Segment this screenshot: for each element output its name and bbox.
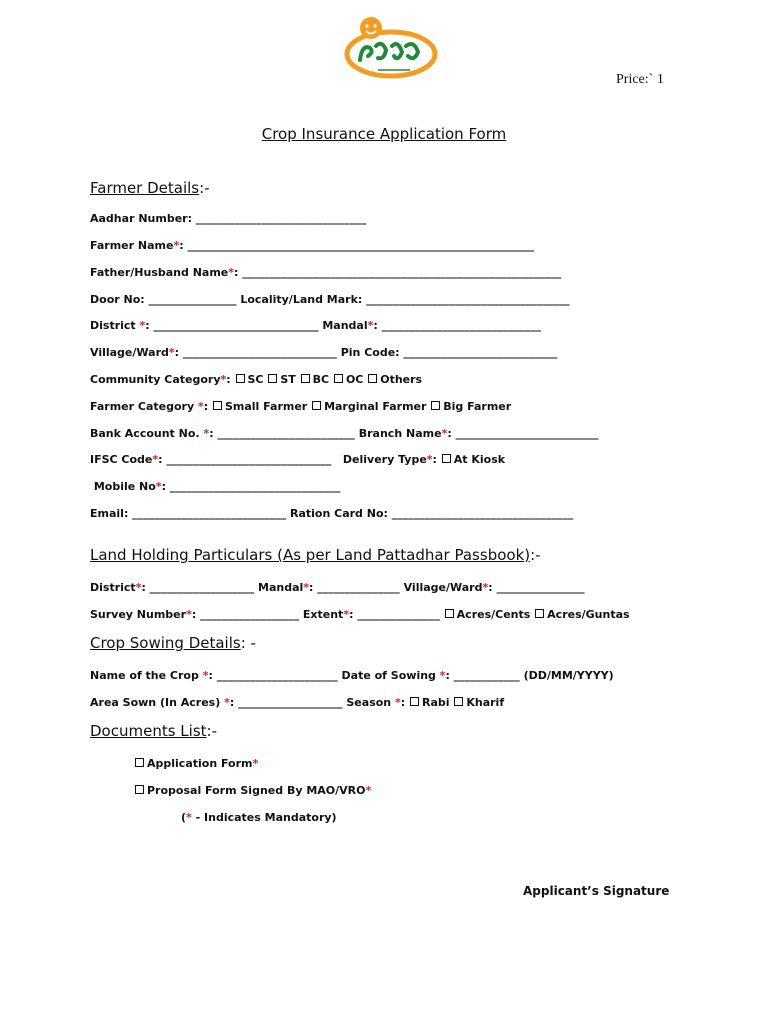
door-locality-field[interactable]	[90, 293, 570, 307]
district-line: : ______________________________ Mandal	[145, 319, 368, 332]
father-name-label: Father/Husband Name	[90, 266, 229, 279]
option-at-kiosk: At Kiosk	[453, 453, 506, 466]
separator: :	[432, 453, 441, 466]
bank-branch-field[interactable]	[90, 427, 599, 441]
separator: :	[226, 373, 235, 386]
farmer-details-heading	[90, 179, 210, 197]
mandatory-star: *	[343, 608, 350, 621]
crop-name-line: : ______________________ Date of Sowing	[208, 669, 440, 682]
land-district-line: : ___________________ Mandal	[141, 581, 304, 594]
checkbox-acres-cents[interactable]	[445, 609, 454, 618]
document-item-proposal	[134, 784, 371, 797]
bank-account-line: : _________________________ Branch Name	[209, 427, 442, 440]
mandatory-star: *	[482, 581, 489, 594]
mandatory-star: *	[220, 373, 227, 386]
document-label: Proposal Form Signed By MAO/VRO	[147, 784, 366, 797]
area-season-field[interactable]	[90, 696, 504, 710]
price-label	[616, 72, 664, 88]
farmer-details-heading-text: Farmer Details	[90, 179, 200, 197]
mandatory-star: *	[303, 581, 310, 594]
checkbox-rabi[interactable]	[410, 697, 419, 706]
option-acres-cents: Acres/Cents	[456, 608, 531, 621]
village-pincode-field[interactable]	[90, 346, 557, 360]
mandatory-star: *	[139, 319, 146, 332]
mandatory-star: *	[173, 239, 180, 252]
crop-name-date-field[interactable]	[90, 669, 614, 683]
documents-heading	[90, 722, 217, 740]
door-locality-text: Door No: ________________ Locality/Land Mark: _____________________________________	[90, 293, 570, 306]
survey-line: : __________________ Extent	[191, 608, 344, 621]
mandatory-star: *	[367, 319, 374, 332]
mandatory-star: *	[135, 581, 142, 594]
option-acres-guntas: Acres/Guntas	[547, 608, 630, 621]
price-value: ` 1	[648, 72, 664, 87]
land-holding-heading	[90, 546, 541, 564]
land-mandal-line: : _______________ Village/Ward	[309, 581, 483, 594]
land-village-line: : ________________	[488, 581, 585, 594]
checkbox-acres-guntas[interactable]	[535, 609, 544, 618]
extent-line: : _______________	[349, 608, 444, 621]
farmer-category-label: Farmer Category	[90, 400, 198, 413]
land-location-field[interactable]	[90, 581, 584, 595]
ifsc-label: IFSC Code	[90, 453, 153, 466]
heading-suffix: : -	[240, 634, 256, 652]
crop-heading-text: Crop Sowing Details	[90, 634, 241, 652]
farmer-name-field[interactable]	[90, 239, 534, 253]
checkbox-application-form[interactable]	[135, 758, 144, 767]
mandatory-star: *	[186, 811, 192, 824]
village-label: Village/Ward	[90, 346, 169, 359]
aadhar-field[interactable]	[90, 212, 366, 226]
heading-suffix: :-	[206, 722, 217, 740]
farmer-name-line: : _______________________________________________________________	[179, 239, 534, 252]
applicant-signature: Applicant’s Signature	[523, 884, 670, 898]
area-line: : ___________________ Season	[229, 696, 395, 709]
document-label: Application Form	[147, 757, 253, 770]
option-others: Others	[380, 373, 423, 386]
option-kharif: Kharif	[466, 696, 505, 709]
checkbox-sc[interactable]	[236, 374, 245, 383]
mandatory-note	[181, 811, 337, 824]
checkbox-small-farmer[interactable]	[213, 401, 222, 410]
mandatory-star: *	[365, 784, 372, 797]
option-small-farmer: Small Farmer	[224, 400, 308, 413]
checkbox-st[interactable]	[268, 374, 277, 383]
mandatory-star: *	[155, 480, 162, 493]
form-title	[0, 125, 768, 143]
survey-extent-field[interactable]	[90, 608, 630, 622]
checkbox-others[interactable]	[368, 374, 377, 383]
heading-suffix: :-	[530, 546, 541, 564]
separator: :	[400, 696, 409, 709]
village-line: : ____________________________ Pin Code: ____________________________	[174, 346, 558, 359]
option-st: ST	[280, 373, 296, 386]
separator: :	[203, 400, 212, 413]
option-bc: BC	[312, 373, 330, 386]
email-ration-text: Email: ____________________________ Ration Card No: _________________________________	[90, 507, 574, 520]
area-label: Area Sown (In Acres)	[90, 696, 225, 709]
checkbox-bc[interactable]	[301, 374, 310, 383]
note-text: - Indicates Mandatory)	[191, 811, 337, 824]
mobile-field[interactable]	[90, 480, 340, 494]
checkbox-at-kiosk[interactable]	[442, 454, 451, 463]
district-label: District	[90, 319, 140, 332]
mandatory-star: *	[224, 696, 230, 709]
crop-name-label: Name of the Crop	[90, 669, 203, 682]
mandatory-star: *	[441, 427, 448, 440]
note-paren: (	[181, 811, 187, 824]
father-name-field[interactable]	[90, 266, 561, 280]
community-label: Community Category	[90, 373, 221, 386]
land-heading-text: Land Holding Particulars (As per Land Pattadhar Passbook)	[90, 546, 531, 564]
mandatory-star: *	[197, 400, 204, 413]
document-item-application	[134, 757, 258, 770]
checkbox-oc[interactable]	[334, 374, 343, 383]
mandatory-star: *	[152, 453, 159, 466]
documents-heading-text: Documents List	[90, 722, 207, 740]
mandal-line: : _____________________________	[373, 319, 542, 332]
bank-account-label: Bank Account No.	[90, 427, 204, 440]
ifsc-line: : ______________________________ Delivery Type	[158, 453, 427, 466]
mee-seva-logo	[338, 10, 444, 84]
form-title-text: Crop Insurance Application Form	[261, 125, 507, 143]
mobile-label: Mobile No	[90, 480, 156, 493]
option-sc: SC	[247, 373, 264, 386]
mandatory-star: *	[202, 669, 209, 682]
district-mandal-field[interactable]	[90, 319, 541, 333]
checkbox-proposal-form[interactable]	[135, 785, 144, 794]
mobile-line: : _______________________________	[161, 480, 341, 493]
checkbox-marginal-farmer[interactable]	[312, 401, 321, 410]
aadhar-text: Aadhar Number: _______________________________	[90, 212, 367, 225]
option-marginal-farmer: Marginal Farmer	[324, 400, 427, 413]
price-text: Price:	[616, 72, 649, 87]
mandatory-star: *	[394, 696, 401, 709]
survey-label: Survey Number	[90, 608, 187, 621]
mandatory-star: *	[168, 346, 175, 359]
land-district-label: District	[90, 581, 136, 594]
farmer-name-label: Farmer Name	[90, 239, 174, 252]
checkbox-kharif[interactable]	[454, 697, 463, 706]
mandatory-star: *	[203, 427, 210, 440]
father-name-line: : __________________________________________________________	[234, 266, 562, 279]
branch-line: : __________________________	[447, 427, 599, 440]
ifsc-delivery-field[interactable]	[90, 453, 505, 467]
option-oc: OC	[345, 373, 364, 386]
heading-suffix: :-	[199, 179, 210, 197]
crop-sowing-heading	[90, 634, 256, 652]
farmer-category-field	[90, 400, 511, 414]
sowing-date-line: : ____________ (DD/MM/YYYY)	[445, 669, 614, 682]
email-ration-field[interactable]	[90, 507, 573, 521]
mandatory-star: *	[228, 266, 235, 279]
mandatory-star: *	[252, 757, 259, 770]
option-rabi: Rabi	[421, 696, 450, 709]
option-big-farmer: Big Farmer	[443, 400, 512, 413]
checkbox-big-farmer[interactable]	[431, 401, 440, 410]
mandatory-star: *	[439, 669, 446, 682]
mandatory-star: *	[426, 453, 433, 466]
mandatory-star: *	[186, 608, 192, 621]
community-category-field	[90, 373, 422, 387]
